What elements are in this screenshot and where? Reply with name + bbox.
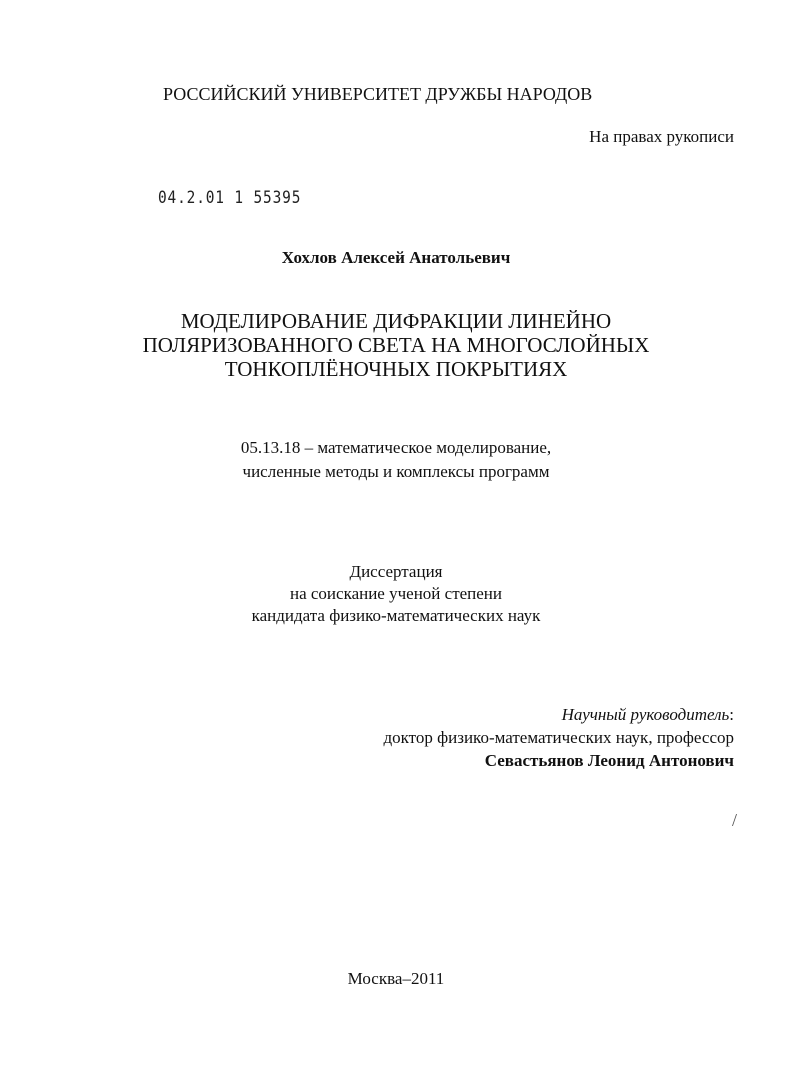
specialty-line: 05.13.18 – математическое моделирование, <box>240 438 552 457</box>
supervisor-block <box>383 703 734 772</box>
title-line: МОДЕЛИРОВАНИЕ ДИФРАКЦИИ ЛИНЕЙНО <box>180 309 612 333</box>
degree-line: кандидата физико-математических наук <box>251 606 541 625</box>
supervisor-label: Научный руководитель <box>561 705 730 724</box>
university-name: РОССИЙСКИЙ УНИВЕРСИТЕТ ДРУЖБЫ НАРОДОВ <box>163 84 593 104</box>
supervisor-colon: : <box>729 705 734 724</box>
supervisor-name: Севастьянов Леонид Антонович <box>484 751 734 770</box>
place-year: Москва–2011 <box>347 969 445 988</box>
dissertation-title <box>0 309 792 381</box>
specialty <box>0 436 792 484</box>
manuscript-rights: На правах рукописи <box>589 127 734 146</box>
library-stamp: 04.2.01 1 55395 <box>158 188 302 208</box>
specialty-line: численные методы и комплексы программ <box>242 462 550 481</box>
title-line: ТОНКОПЛЁНОЧНЫХ ПОКРЫТИЯХ <box>224 357 568 381</box>
scan-mark: / <box>732 810 738 830</box>
supervisor-degree: доктор физико-математических наук, профессор <box>383 728 734 747</box>
degree-line: Диссертация <box>349 562 443 581</box>
author-name: Хохлов Алексей Анатольевич <box>281 248 511 267</box>
degree-info <box>0 561 792 627</box>
title-line: ПОЛЯРИЗОВАННОГО СВЕТА НА МНОГОСЛОЙНЫХ <box>142 333 650 357</box>
degree-line: на соискание ученой степени <box>289 584 503 603</box>
